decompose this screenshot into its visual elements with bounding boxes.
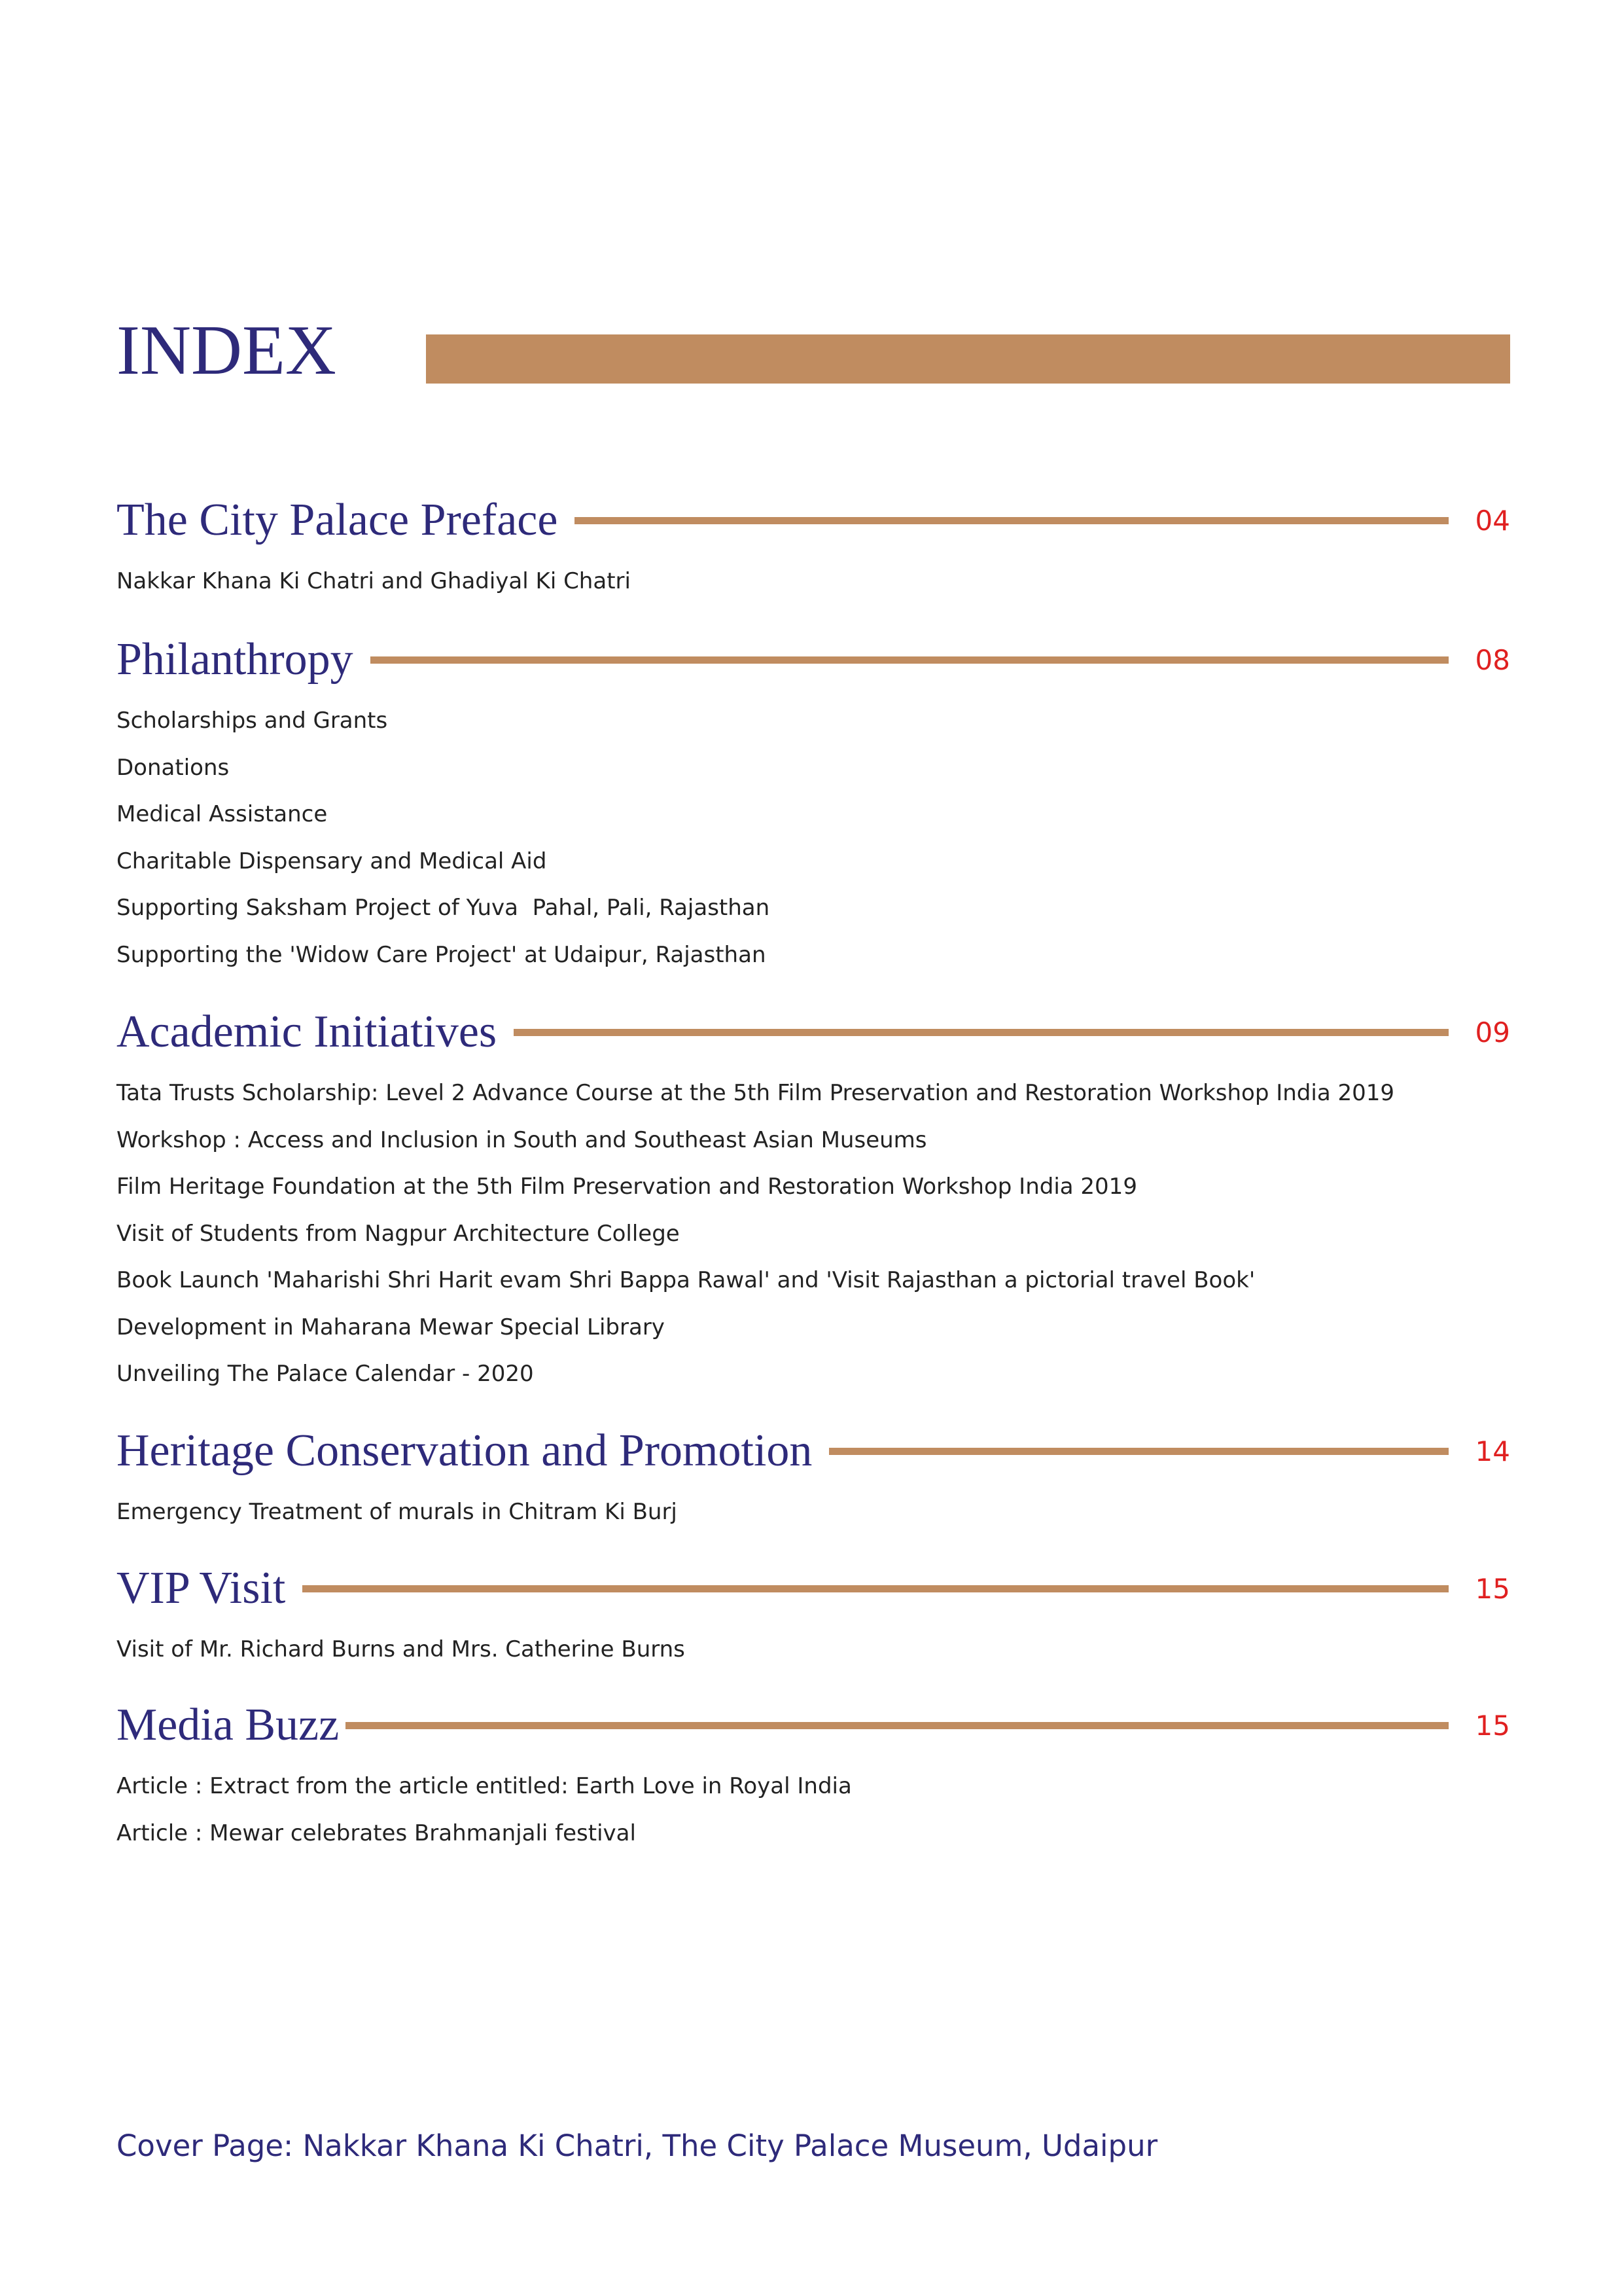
section-academic-initiatives bbox=[116, 999, 1510, 1398]
section-title: Philanthropy bbox=[116, 634, 353, 685]
section-rule bbox=[370, 656, 1449, 664]
section-heading[interactable] bbox=[116, 999, 1510, 1065]
section-philanthropy bbox=[116, 627, 1510, 978]
section-items bbox=[116, 1626, 1510, 1674]
index-item[interactable]: Supporting the 'Widow Care Project' at Udaipur, Rajasthan bbox=[116, 941, 766, 968]
section-items bbox=[116, 558, 1510, 605]
section-city-palace-preface bbox=[116, 488, 1510, 605]
section-items bbox=[116, 1489, 1510, 1536]
index-item[interactable]: Film Heritage Foundation at the 5th Film Preservation and Restoration Workshop India 2019 bbox=[116, 1174, 1137, 1200]
section-items bbox=[116, 1070, 1510, 1398]
index-item[interactable]: Emergency Treatment of murals in Chitram Ki Burj bbox=[116, 1499, 677, 1525]
index-item[interactable]: Visit of Students from Nagpur Architecture College bbox=[116, 1220, 680, 1247]
section-vip-visit bbox=[116, 1556, 1510, 1674]
index-item[interactable]: Supporting Saksham Project of Yuva Pahal, Pali, Rajasthan bbox=[116, 895, 770, 921]
section-page-number: 04 bbox=[1475, 504, 1510, 537]
index-item[interactable]: Tata Trusts Scholarship: Level 2 Advance Course at the 5th Film Preservation and Restoration Workshop India 2019 bbox=[116, 1080, 1394, 1106]
section-heading[interactable] bbox=[116, 488, 1510, 553]
section-page-number: 08 bbox=[1475, 643, 1510, 676]
index-item[interactable]: Unveiling The Palace Calendar - 2020 bbox=[116, 1361, 534, 1387]
section-rule bbox=[302, 1585, 1449, 1592]
index-item[interactable]: Book Launch 'Maharishi Shri Harit evam Shri Bappa Rawal' and 'Visit Rajasthan a pictorial travel Book' bbox=[116, 1267, 1256, 1293]
index-item[interactable]: Article : Extract from the article entitled: Earth Love in Royal India bbox=[116, 1773, 852, 1799]
index-title-bar bbox=[426, 334, 1510, 384]
section-rule bbox=[514, 1029, 1449, 1036]
section-title: Academic Initiatives bbox=[116, 1007, 497, 1057]
section-heritage-conservation bbox=[116, 1418, 1510, 1536]
section-items bbox=[116, 698, 1510, 978]
section-heading[interactable] bbox=[116, 1556, 1510, 1621]
section-page-number: 15 bbox=[1475, 1572, 1510, 1605]
section-rule bbox=[574, 517, 1449, 524]
index-item[interactable]: Visit of Mr. Richard Burns and Mrs. Catherine Burns bbox=[116, 1636, 685, 1662]
section-title: Media Buzz bbox=[116, 1700, 340, 1750]
section-page-number: 09 bbox=[1475, 1016, 1510, 1049]
index-item[interactable]: Scholarships and Grants bbox=[116, 708, 388, 734]
index-title: INDEX bbox=[116, 312, 336, 389]
section-rule bbox=[829, 1448, 1449, 1455]
index-item[interactable]: Article : Mewar celebrates Brahmanjali festival bbox=[116, 1820, 636, 1846]
section-title: The City Palace Preface bbox=[116, 495, 558, 545]
section-items bbox=[116, 1763, 1510, 1857]
index-item[interactable]: Nakkar Khana Ki Chatri and Ghadiyal Ki Chatri bbox=[116, 568, 631, 594]
index-item[interactable]: Development in Maharana Mewar Special Library bbox=[116, 1314, 665, 1340]
section-rule bbox=[345, 1722, 1449, 1729]
section-page-number: 15 bbox=[1475, 1709, 1510, 1742]
section-heading[interactable] bbox=[116, 1418, 1510, 1484]
index-item[interactable]: Workshop : Access and Inclusion in South and Southeast Asian Museums bbox=[116, 1126, 927, 1153]
section-page-number: 14 bbox=[1475, 1435, 1510, 1467]
section-heading[interactable] bbox=[116, 627, 1510, 692]
section-heading[interactable] bbox=[116, 1693, 1510, 1758]
index-item[interactable]: Charitable Dispensary and Medical Aid bbox=[116, 848, 547, 874]
section-title: VIP Visit bbox=[116, 1563, 286, 1613]
index-item[interactable]: Donations bbox=[116, 754, 230, 781]
index-item[interactable]: Medical Assistance bbox=[116, 801, 328, 827]
cover-page-caption: Cover Page: Nakkar Khana Ki Chatri, The City Palace Museum, Udaipur bbox=[116, 2128, 1158, 2163]
section-media-buzz bbox=[116, 1693, 1510, 1857]
section-title: Heritage Conservation and Promotion bbox=[116, 1426, 813, 1476]
